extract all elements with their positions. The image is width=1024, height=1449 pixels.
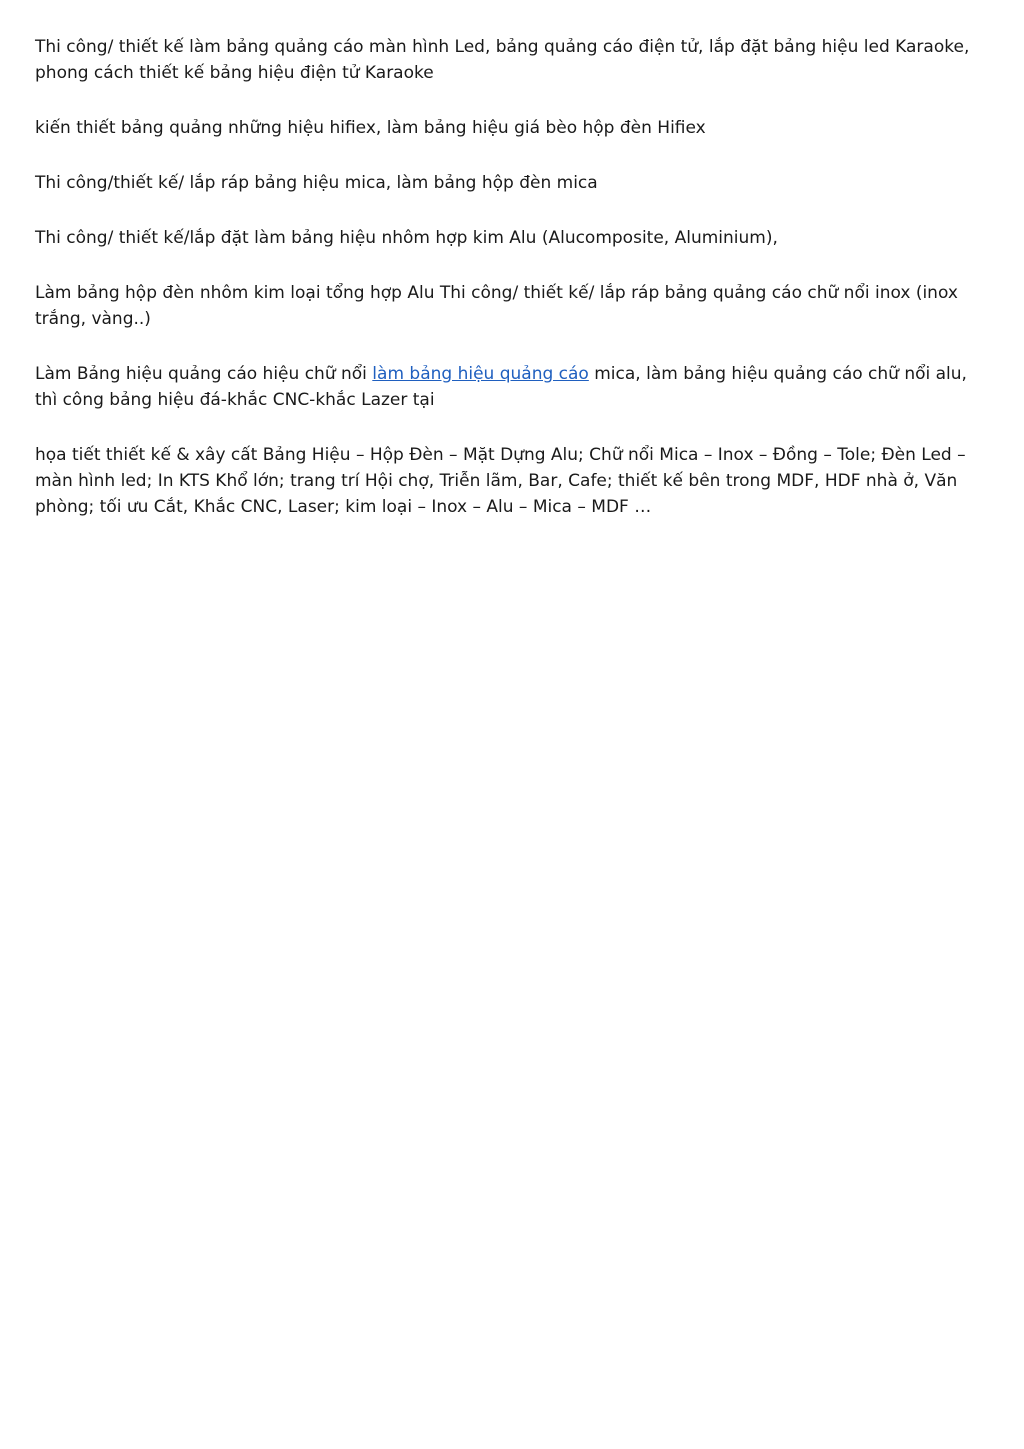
sign-making-link[interactable]: làm bảng hiệu quảng cáo	[372, 364, 589, 384]
document-body	[35, 34, 985, 549]
paragraph-mica: Thi công/thiết kế/ lắp ráp bảng hiệu mica, làm bảng hộp đèn mica	[35, 173, 598, 193]
paragraph-text-before-link: Làm Bảng hiệu quảng cáo hiệu chữ nổi	[35, 364, 373, 384]
paragraph-led-signs: Thi công/ thiết kế làm bảng quảng cáo màn hình Led, bảng quảng cáo điện tử, lắp đặt bảng hiệu led Karaoke, phong cách thiết kế bảng hiệu điện tử Karaoke	[35, 37, 970, 83]
paragraph-alu: Thi công/ thiết kế/lắp đặt làm bảng hiệu nhôm hợp kim Alu (Alucomposite, Aluminium),	[35, 228, 778, 248]
paragraph-services-list: họa tiết thiết kế & xây cất Bảng Hiệu – Hộp Đèn – Mặt Dựng Alu; Chữ nổi Mica – Inox – Đồng – Tole; Đèn Led – màn hình led; In KTS Khổ lớn; trang trí Hội chợ, Triễn lãm, Bar, Cafe; thiết kế bên trong MDF, HDF nhà ở, Văn phòng; tối ưu Cắt, Khắc CNC, Laser; kim loại – Inox – Alu – Mica – MDF …	[35, 445, 966, 517]
paragraph-alu-inox: Làm bảng hộp đèn nhôm kim loại tổng hợp Alu Thi công/ thiết kế/ lắp ráp bảng quảng cáo chữ nổi inox (inox trắng, vàng..)	[35, 283, 958, 329]
paragraph-text-after-link: mica, làm bảng hiệu quảng cáo chữ nổi alu, thì công bảng hiệu đá-khắc CNC-khắc Lazer tại	[35, 364, 967, 410]
paragraph-raised-letters	[35, 361, 985, 413]
paragraph-hifiex: kiến thiết bảng quảng những hiệu hifiex, làm bảng hiệu giá bèo hộp đèn Hifiex	[35, 118, 706, 138]
